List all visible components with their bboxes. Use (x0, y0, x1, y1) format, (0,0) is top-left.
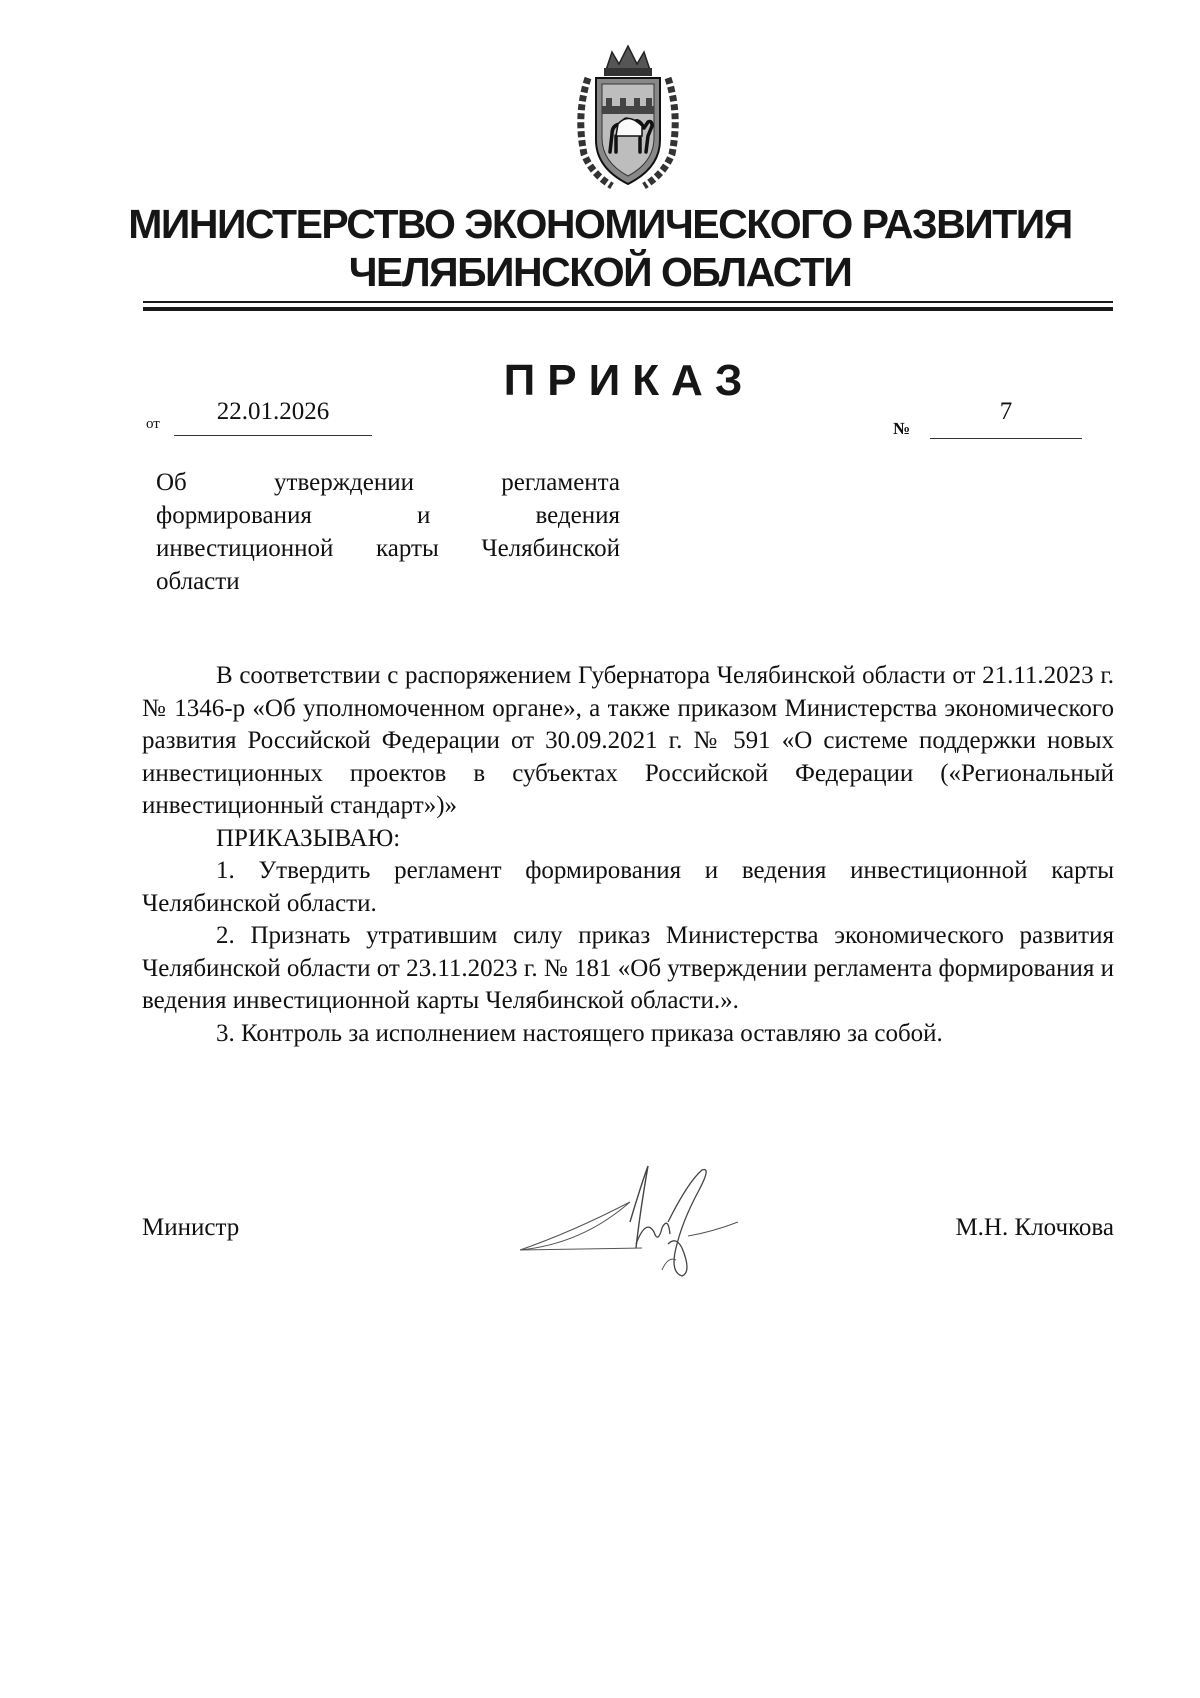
document-type: ПРИКАЗ (503, 356, 755, 405)
subject-line: области (156, 568, 240, 595)
document-number: 7 (999, 398, 1013, 425)
order-item: 2. Признать утратившим силу приказ Министерства экономического развития Челябинской области от 23.11.2023 г. № 181 «Об утверждении регламента формирования и ведения инвестиционной карты Челябинской области.». (142, 922, 1114, 1014)
date-prefix: от (146, 416, 160, 432)
document-date: 22.01.2026 (216, 398, 330, 425)
organization-title (0, 200, 1200, 296)
signature-icon (512, 1152, 772, 1282)
document-subject (156, 466, 620, 598)
organization-region: ЧЕЛЯБИНСКОЙ ОБЛАСТИ (348, 249, 852, 295)
order-word: ПРИКАЗЫВАЮ: (216, 824, 401, 852)
header-divider-thick (143, 307, 1113, 311)
document-body (142, 660, 1114, 1050)
organization-name: МИНИСТЕРСТВО ЭКОНОМИЧЕСКОГО РАЗВИТИЯ (128, 201, 1072, 247)
subject-line: формирования и ведения (156, 502, 620, 529)
subject-line: Об утверждении регламента (156, 469, 620, 496)
number-underline (930, 438, 1082, 439)
coat-of-arms-icon (572, 44, 684, 194)
date-underline (174, 435, 372, 436)
preamble-paragraph: В соответствии с распоряжением Губернатора Челябинской области от 21.11.2023 г. № 1346-р «Об уполномоченном органе», а также приказом Министерства экономического развития Российской Федерации от 30.09.2021 г. № 591 «О системе поддержки новых инвестиционных проектов в субъектах Российской Федерации («Региональный инвестиционный стандарт»)» (142, 662, 1114, 819)
subject-line: инвестиционной карты Челябинской (156, 535, 620, 562)
number-prefix: № (893, 419, 911, 438)
order-item: 3. Контроль за исполнением настоящего приказа оставляю за собой. (216, 1019, 943, 1047)
order-item: 1. Утвердить регламент формирования и ведения инвестиционной карты Челябинской области. (142, 857, 1114, 917)
signer-title: Министр (142, 1214, 240, 1241)
header-divider-thin (143, 301, 1113, 303)
signer-name: М.Н. Клочкова (955, 1214, 1114, 1241)
